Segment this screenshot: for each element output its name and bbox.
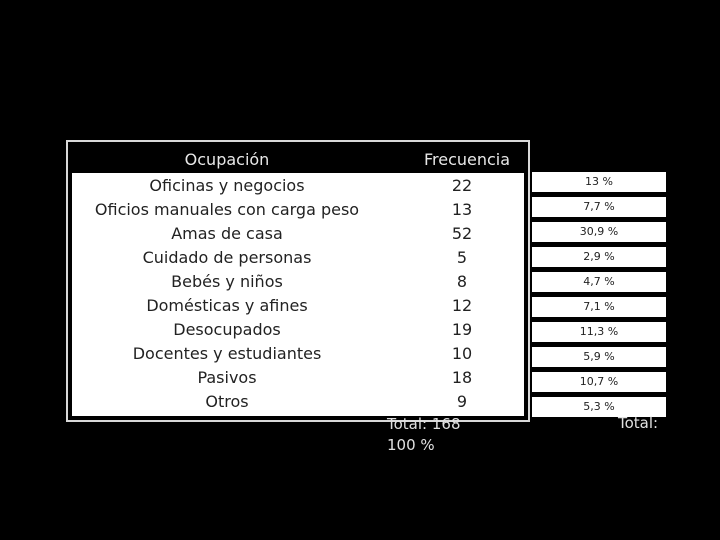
occupation-cell: Otros [205, 392, 249, 411]
totals-block [387, 414, 460, 456]
frequency-cell: 13 [451, 200, 473, 219]
frequency-cell: 52 [451, 224, 473, 243]
table-row [72, 198, 524, 222]
header-occupation: Ocupación [184, 150, 270, 169]
percentage-cell: 10,7 % [532, 372, 666, 394]
frequency-cell: 8 [456, 272, 468, 291]
table-row [72, 366, 524, 390]
percentage-cell: 5,9 % [532, 347, 666, 369]
occupation-cell: Amas de casa [171, 224, 283, 243]
percentage-cell: 5,3 % [532, 397, 666, 419]
percentage-cell: 11,3 % [532, 322, 666, 344]
table-row [72, 174, 524, 198]
table-header [72, 146, 524, 173]
occupation-cell: Cuidado de personas [142, 248, 312, 267]
frequency-cell: 19 [451, 320, 473, 339]
occupation-table [66, 140, 530, 422]
table-row [72, 342, 524, 366]
occupation-cell: Pasivos [197, 368, 257, 387]
header-frequency: Frecuencia [423, 150, 511, 169]
frequency-cell: 5 [456, 248, 468, 267]
percent-total: 100 % [387, 436, 435, 454]
occupation-cell: Desocupados [173, 320, 281, 339]
percentage-cell: 4,7 % [532, 272, 666, 294]
occupation-cell: Docentes y estudiantes [132, 344, 322, 363]
frequency-cell: 12 [451, 296, 473, 315]
table-row [72, 294, 524, 318]
percentage-cell: 7,7 % [532, 197, 666, 219]
table-body [72, 146, 524, 416]
table-row [72, 318, 524, 342]
table-row [72, 246, 524, 270]
frequency-cell: 10 [451, 344, 473, 363]
table-row [72, 390, 524, 414]
frequency-cell: 22 [451, 176, 473, 195]
occupation-cell: Domésticas y afines [146, 296, 308, 315]
frequency-total: Total: 168 [387, 415, 461, 433]
table-row [72, 270, 524, 294]
percentage-cell: 13 % [532, 172, 666, 194]
occupation-cell: Oficinas y negocios [149, 176, 305, 195]
occupation-cell: Bebés y niños [171, 272, 283, 291]
frequency-cell: 18 [451, 368, 473, 387]
frequency-cell: 9 [456, 392, 468, 411]
percentage-cell: 7,1 % [532, 297, 666, 319]
percentage-cell: 30,9 % [532, 222, 666, 244]
right-total-label: Total: [618, 414, 659, 432]
table-row [72, 222, 524, 246]
occupation-cell: Oficios manuales con carga peso [94, 200, 360, 219]
percentage-cell: 2,9 % [532, 247, 666, 269]
